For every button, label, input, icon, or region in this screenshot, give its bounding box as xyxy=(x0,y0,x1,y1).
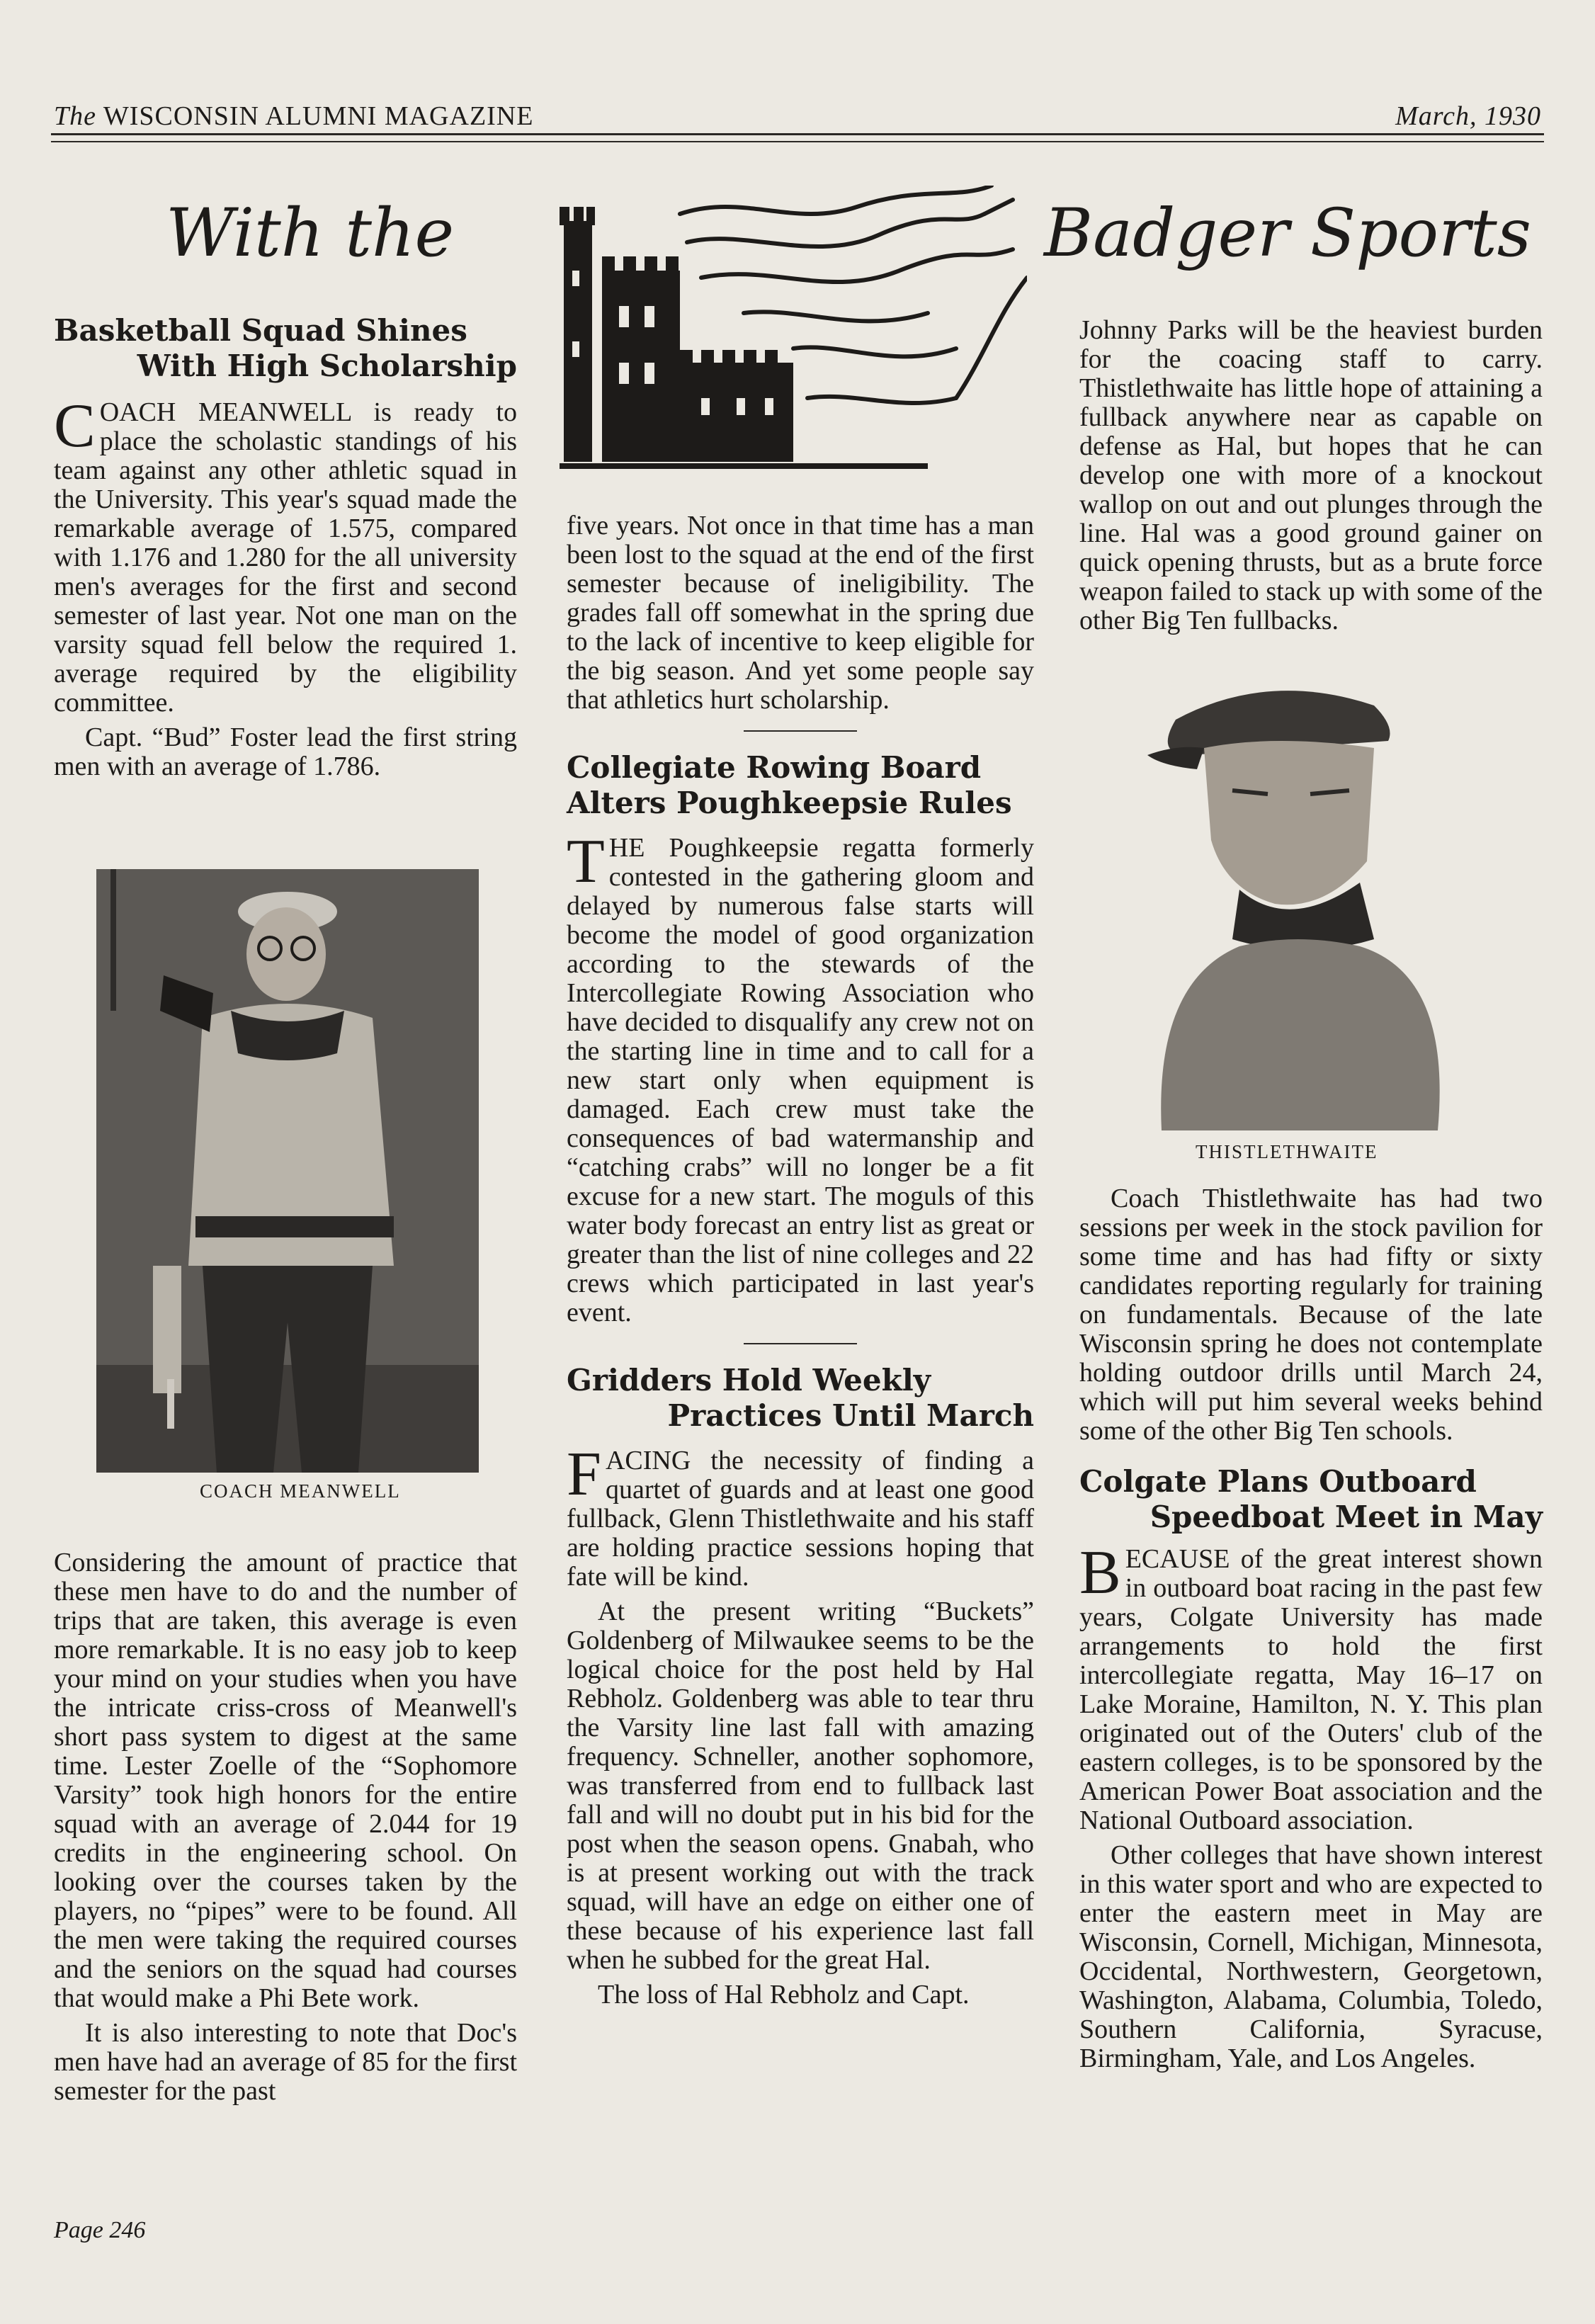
headline-rowing: Collegiate Rowing Board Alters Poughkeepsie Rules xyxy=(567,750,1012,820)
photo-caption-meanwell: COACH MEANWELL xyxy=(200,1480,401,1502)
article-paragraph: Johnny Parks will be the heaviest burden for the coacing staff to carry. Thistlethwaite has little hope of attaining a fullback anywhere near as capable on defense as Hal, but hopes that he can develop one with more of a knockout wallop on out and out plunges through the line. Hal was a good ground gainer on quick opening thrusts, but as a brute force weapon failed to stack up with some of the other Big Ten fullbacks. xyxy=(1079,315,1543,635)
headline-basketball: Basketball Squad Shines With High Scholarship xyxy=(54,313,517,383)
drop-cap: T xyxy=(567,827,605,896)
article-paragraph: COACH MEANWELL is ready to place the scholastic standings of his team against any other athletic squad in the University. This year's squad made the remarkable average of 1.575, compared with 1.176 and 1.280 for the all university men's averages for the first and second semester of last year. Not one man on the varsity squad fell below the required 1. average required by the eligibility committee. xyxy=(54,392,517,718)
drop-cap: B xyxy=(1079,1538,1121,1607)
header-rule xyxy=(51,141,1544,142)
column-2 xyxy=(567,511,1034,2015)
article-paragraph: At the present writing “Buckets” Goldenberg of Milwaukee seems to be the logical choice for the post held by Hal Rebholz. Goldenberg was able to tear thru the Varsity line last fall with amazing frequency. Schneller, another sophomore, was transferred from end to fullback last fall and will no doubt put in his bid for the post when the season opens. Gnabah, who is at present working out with the track squad, will have an edge on either one of these because of his experience last fall when he subbed for the great Hal. xyxy=(567,1597,1034,1975)
article-paragraph: five years. Not once in that time has a man been lost to the squad at the end of the first semester because of ineligibility. The grades fall off somewhat in the spring due to the lack of incentive to keep eligible for the big season. And yet some people say that athletics hurt scholarship. xyxy=(567,511,1034,715)
article-paragraph: Considering the amount of practice that these men have to do and the number of trips that are taken, this average is even more remarkable. It is no easy job to keep your mind on your studies when you have the intricate criss-cross of Meanwell's short pass system to digest at the same time. Lester Zoelle of the “Sophomore Varsity” took high honors for the entire squad with an average of 2.044 for 19 credits in the engineering school. On looking over the courses taken by the players, no “pipes” were to be found. All the men were taking the required courses and the seniors on the squad had courses that would make a Phi Bete work. xyxy=(54,1548,517,2013)
column-3-bottom xyxy=(1079,1184,1543,2079)
article-paragraph: Coach Thistlethwaite has had two sessions per week in the stock pavilion for some time and has had fifty or sixty candidates reporting regularly for training on fundamentals. Because of the late Wisconsin spring he does not contemplate holding outdoor drills until March 24, which will put him several weeks behind some of the other Big Ten schools. xyxy=(1079,1184,1543,1446)
article-paragraph: FACING the necessity of finding a quartet of guards and at least one good fullback, Glenn Thistlethwaite and his staff are holding practice sessions hoping that fate will be kind. xyxy=(567,1440,1034,1592)
magazine-title: The WISCONSIN ALUMNI MAGAZINE xyxy=(54,101,534,131)
column-3-top xyxy=(1079,316,1543,641)
photo-caption-thistlethwaite: THISTLETHWAITE xyxy=(1196,1141,1378,1162)
castle-illustration xyxy=(560,186,1027,476)
running-header xyxy=(51,98,1544,135)
article-paragraph: Other colleges that have shown interest in this water sport and who are expected to enter the eastern meet in May are Wisconsin, Cornell, Michigan, Minnesota, Occidental, Northwestern, Georgetown, Washington, Alabama, Columbia, Toledo, Southern California, Syracuse, Birmingham, Yale, and Los Angeles. xyxy=(1079,1840,1543,2073)
headline-gridders: Gridders Hold Weekly Practices Until March xyxy=(567,1363,1034,1433)
section-divider xyxy=(744,730,857,732)
coach-meanwell-photo xyxy=(96,869,479,1473)
article-paragraph: BECAUSE of the great interest shown in outboard boat racing in the past few years, Colgate University has made arrangements to hold the first intercollegiate regatta, May 16–17 on Lake Moraine, Hamilton, N. Y. This plan originated out of the Outers' club of the eastern colleges, is to be sponsored by the American Power Boat association and the National Outboard association. xyxy=(1079,1538,1543,1835)
thistlethwaite-portrait xyxy=(1147,677,1452,1130)
page-number: Page 246 xyxy=(54,2217,146,2243)
article-paragraph: Capt. “Bud” Foster lead the first string men with an average of 1.786. xyxy=(54,722,517,781)
article-paragraph: THE Poughkeepsie regatta formerly contested in the gathering gloom and delayed by numerous false starts will become the model of good organization according to the stewards of the Intercollegiate Rowing Association who have decided to disqualify any crew not on the starting line in time and to call for a new start only when equipment is damaged. Each crew must take the consequences of bad watermanship and “catching crabs” will no longer be a fit excuse for a new start. The moguls of this water body forecast an entry list as great or greater than the list of nine colleges and 22 crews which participated in last year's event. xyxy=(567,827,1034,1327)
banner-title-right: Badger Sports xyxy=(1044,195,1532,272)
article-paragraph: The loss of Hal Rebholz and Capt. xyxy=(598,1980,970,2010)
article-paragraph: It is also interesting to note that Doc's men have had an average of 85 for the first semester for the past xyxy=(54,2018,517,2106)
column-1-bottom xyxy=(54,1548,517,2112)
drop-cap: F xyxy=(567,1440,601,1509)
headline-colgate: Colgate Plans Outboard Speedboat Meet in May xyxy=(1079,1464,1543,1534)
banner-title-left: With the xyxy=(166,195,455,272)
issue-date: March, 1930 xyxy=(1395,101,1541,131)
column-1-top xyxy=(54,313,517,787)
drop-cap: C xyxy=(54,392,96,460)
section-divider xyxy=(744,1343,857,1344)
